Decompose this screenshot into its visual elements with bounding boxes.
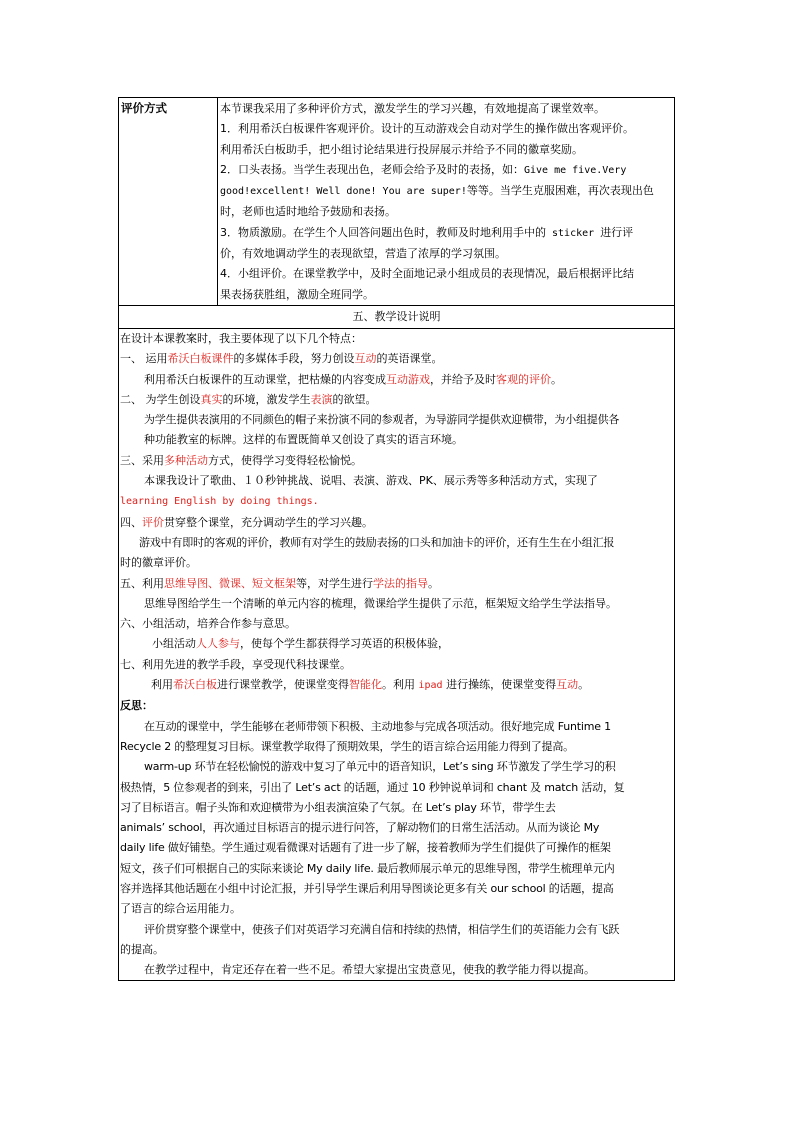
reflection-1-line-1: 在互动的课堂中，学生能够在老师带领下积极、主动地参与完成各项活动。很好地完成 Funtime 1 — [144, 719, 611, 733]
eval-item-2-line-3: 时，老师也适时地给予鼓励和表扬。 — [220, 205, 396, 219]
text: 的英语课堂。 — [376, 352, 443, 366]
highlight: 互动游戏 — [386, 372, 430, 386]
eval-item-3-text-2: 进行评 — [600, 225, 634, 239]
reflection-2-line-1: warm-up 环节在轻松愉悦的游戏中复习了单元中的语音知识，Let’s sing 环节激发了学生学习的积 — [144, 760, 616, 774]
text: ，使每个学生都获得学习英语的积极体验， — [240, 637, 449, 651]
highlight: 评价 — [142, 515, 164, 529]
text: 贯穿整个课堂，充分调动学生的学习兴趣。 — [164, 515, 373, 529]
text: 进行课堂教学，使课堂变得 — [217, 678, 349, 692]
eval-item-3-line-2: 价，有效地调动学生的表现欲望，营造了浓厚的学习氛围。 — [220, 247, 506, 261]
highlight: learning English by doing things. — [120, 496, 319, 508]
reflection-2-line-2: 极热情，5 位参观者的到来，引出了 Let’s act 的话题，通过 10 秒钟说单词和 chant 及 match 活动，复 — [120, 780, 625, 794]
eval-item-1-line-2: 利用希沃白板助手，把小组讨论结果进行投屏展示并给予不同的徽章奖励。 — [220, 142, 583, 156]
text: 方式，使得学习变得轻松愉悦。 — [208, 453, 362, 467]
eval-item-3-line-1 — [220, 223, 672, 244]
design-notes-row — [119, 328, 675, 981]
text: 小组活动 — [152, 637, 196, 651]
eval-item-4-line-2: 果表扬获胜组，激励全班同学。 — [220, 287, 374, 301]
point-5-heading — [120, 574, 673, 594]
reflection-title: 反思： — [120, 699, 153, 713]
highlight: ipad — [418, 680, 443, 692]
point-1-heading — [120, 349, 673, 369]
reflection-4: 在教学过程中，肯定还存在着一些不足。希望大家提出宝贵意见，使我的教学能力得以提高。 — [144, 963, 595, 977]
eval-item-3-english: sticker — [546, 227, 601, 239]
point-7-heading: 七、利用先进的教学手段，享受现代科技课堂。 — [120, 657, 351, 671]
eval-item-3-text: 3．物质激励。在学生个人回答问题出色时，教师及时地利用手中的 — [220, 225, 546, 239]
text: 二、 为学生创设 — [120, 392, 201, 406]
notes-intro: 在设计本课教案时，我主要体现了以下几个特点： — [120, 331, 362, 345]
reflection-3-line-2: 的提高。 — [120, 942, 164, 956]
eval-item-2-line-2 — [220, 181, 672, 202]
highlight: 互动 — [354, 352, 377, 366]
text: 。 — [551, 372, 562, 386]
reflection-2-line-4: animals’ school，再次通过目标语言的提示进行问答，了解动物们的日常生活活动。从而为谈论 My — [120, 821, 600, 835]
eval-item-2-english-2: good!excellent! Well done! You are super! — [220, 186, 467, 198]
text: 。 — [578, 678, 590, 692]
eval-item-4-line-1: 4．小组评价。在课堂教学中，及时全面地记录小组成员的表现情况，最后根据评比结 — [220, 267, 634, 281]
reflection-1-line-2: Recycle 2 的整理复习目标。课堂教学取得了预期效果，学生的语言综合运用能力得到了提高。 — [120, 739, 574, 753]
text: 。 — [428, 576, 439, 590]
reflection-2-line-7: 容并选择其他话题在小组中讨论汇报，并引导学生课后利用导图谈论更多有关 our school 的话题，提高 — [120, 881, 614, 895]
design-notes-content — [119, 328, 675, 981]
text: 的多媒体手段，努力创设 — [233, 352, 355, 366]
reflection-2-line-5: daily life 做好铺垫。学生通过观看微课对话题有了进一步了解，接着教师为学生们提供了可操作的框架 — [120, 841, 611, 855]
highlight: 客观的评价 — [496, 372, 551, 386]
highlight: 多种活动 — [164, 453, 208, 467]
point-1-detail — [120, 370, 673, 390]
point-4-heading — [120, 513, 673, 533]
text: 进行操练，使课堂变得 — [442, 678, 557, 692]
text: 等，对学生进行 — [296, 576, 373, 590]
eval-intro: 本节课我采用了多种评价方式，激发学生的学习兴趣，有效地提高了课堂效率。 — [220, 102, 605, 115]
text: 。利用 — [382, 678, 419, 692]
evaluation-label: 评价方式 — [119, 98, 218, 306]
text: 五、利用 — [120, 576, 164, 590]
text: 的欲望。 — [332, 392, 377, 406]
point-2-detail-2: 种功能教室的标牌。这样的布置既简单又创设了真实的语言环境。 — [144, 433, 463, 447]
point-5-detail: 思维导图给学生一个清晰的单元内容的梳理，微课给学生提供了示范，框架短文给学生学法指导。 — [144, 596, 617, 610]
highlight: 真实 — [200, 392, 223, 406]
highlight: 学法的指导 — [373, 576, 428, 590]
reflection-3-line-1: 评价贯穿整个课堂中，使孩子们对英语学习充满自信和持续的热情，相信学生们的英语能力会有飞跃 — [144, 922, 620, 936]
highlight: 人人参与 — [196, 637, 240, 651]
point-6-detail — [120, 634, 673, 654]
eval-item-2-english: Give me five.Very — [524, 164, 627, 176]
highlight: 希沃白板 — [173, 678, 217, 692]
section-header-row — [119, 305, 675, 328]
point-3-heading — [120, 451, 673, 471]
highlight: 表演 — [310, 392, 333, 406]
section-title: 五、教学设计说明 — [119, 305, 675, 328]
reflection-2-line-8: 了语言的综合运用能力。 — [120, 902, 241, 916]
text: 利用 — [151, 678, 173, 692]
text: 一、 运用 — [120, 352, 168, 366]
text: 利用希沃白板课件的互动课堂，把枯燥的内容变成 — [144, 372, 386, 386]
highlight: 互动 — [556, 678, 579, 692]
point-6-heading: 六、小组活动，培养合作参与意思。 — [120, 617, 296, 631]
text: 的环境，激发学生 — [222, 392, 311, 406]
eval-item-2-text: 2．口头表扬。当学生表现出色，老师会给予及时的表扬，如： — [220, 162, 524, 176]
point-4-detail-1: 游戏中有即时的客观的评价，教师有对学生的鼓励表扬的口头和加油卡的评价，还有生生在小组汇报 — [139, 535, 615, 549]
eval-item-2-line-1 — [220, 160, 672, 181]
highlight: 希沃白板课件 — [167, 352, 234, 366]
point-7-detail — [120, 675, 673, 696]
point-2-detail-1: 为学生提供表演用的不同颜色的帽子来扮演不同的参观者，为导游同学提供欢迎横带，为小组提供各 — [144, 413, 620, 427]
point-2-heading — [120, 390, 673, 410]
evaluation-content — [218, 98, 675, 306]
point-3-detail: 本课我设计了歌曲、１０秒钟挑战、说唱、表演、游戏、PK、展示秀等多种活动方式，实现了 — [144, 474, 598, 488]
eval-item-1-line-1: 1．利用希沃白板课件客观评价。设计的互动游戏会自动对学生的操作做出客观评价。 — [220, 122, 634, 136]
eval-item-2-text-2: 等等。当学生克服困难，再次表现出色 — [466, 184, 654, 198]
reflection-2-line-3: 习了目标语言。帽子头饰和欢迎横带为小组表演渲染了气氛。在 Let’s play 环节，带学生去 — [120, 800, 556, 814]
evaluation-row — [119, 98, 675, 306]
text: 三、采用 — [120, 453, 164, 467]
lesson-plan-table — [118, 97, 675, 981]
text: 四、 — [120, 515, 142, 529]
highlight: 思维导图、微课、短文框架 — [164, 576, 296, 590]
point-4-detail-2: 时的徽章评价。 — [120, 556, 197, 570]
highlight: 智能化 — [349, 678, 382, 692]
text: ，并给予及时 — [430, 372, 496, 386]
reflection-2-line-6: 短文，孩子们可根据自己的实际来谈论 My daily life. 最后教师展示单元的思维导图，带学生梳理单元内 — [120, 861, 615, 875]
point-3-detail-english — [120, 491, 673, 512]
